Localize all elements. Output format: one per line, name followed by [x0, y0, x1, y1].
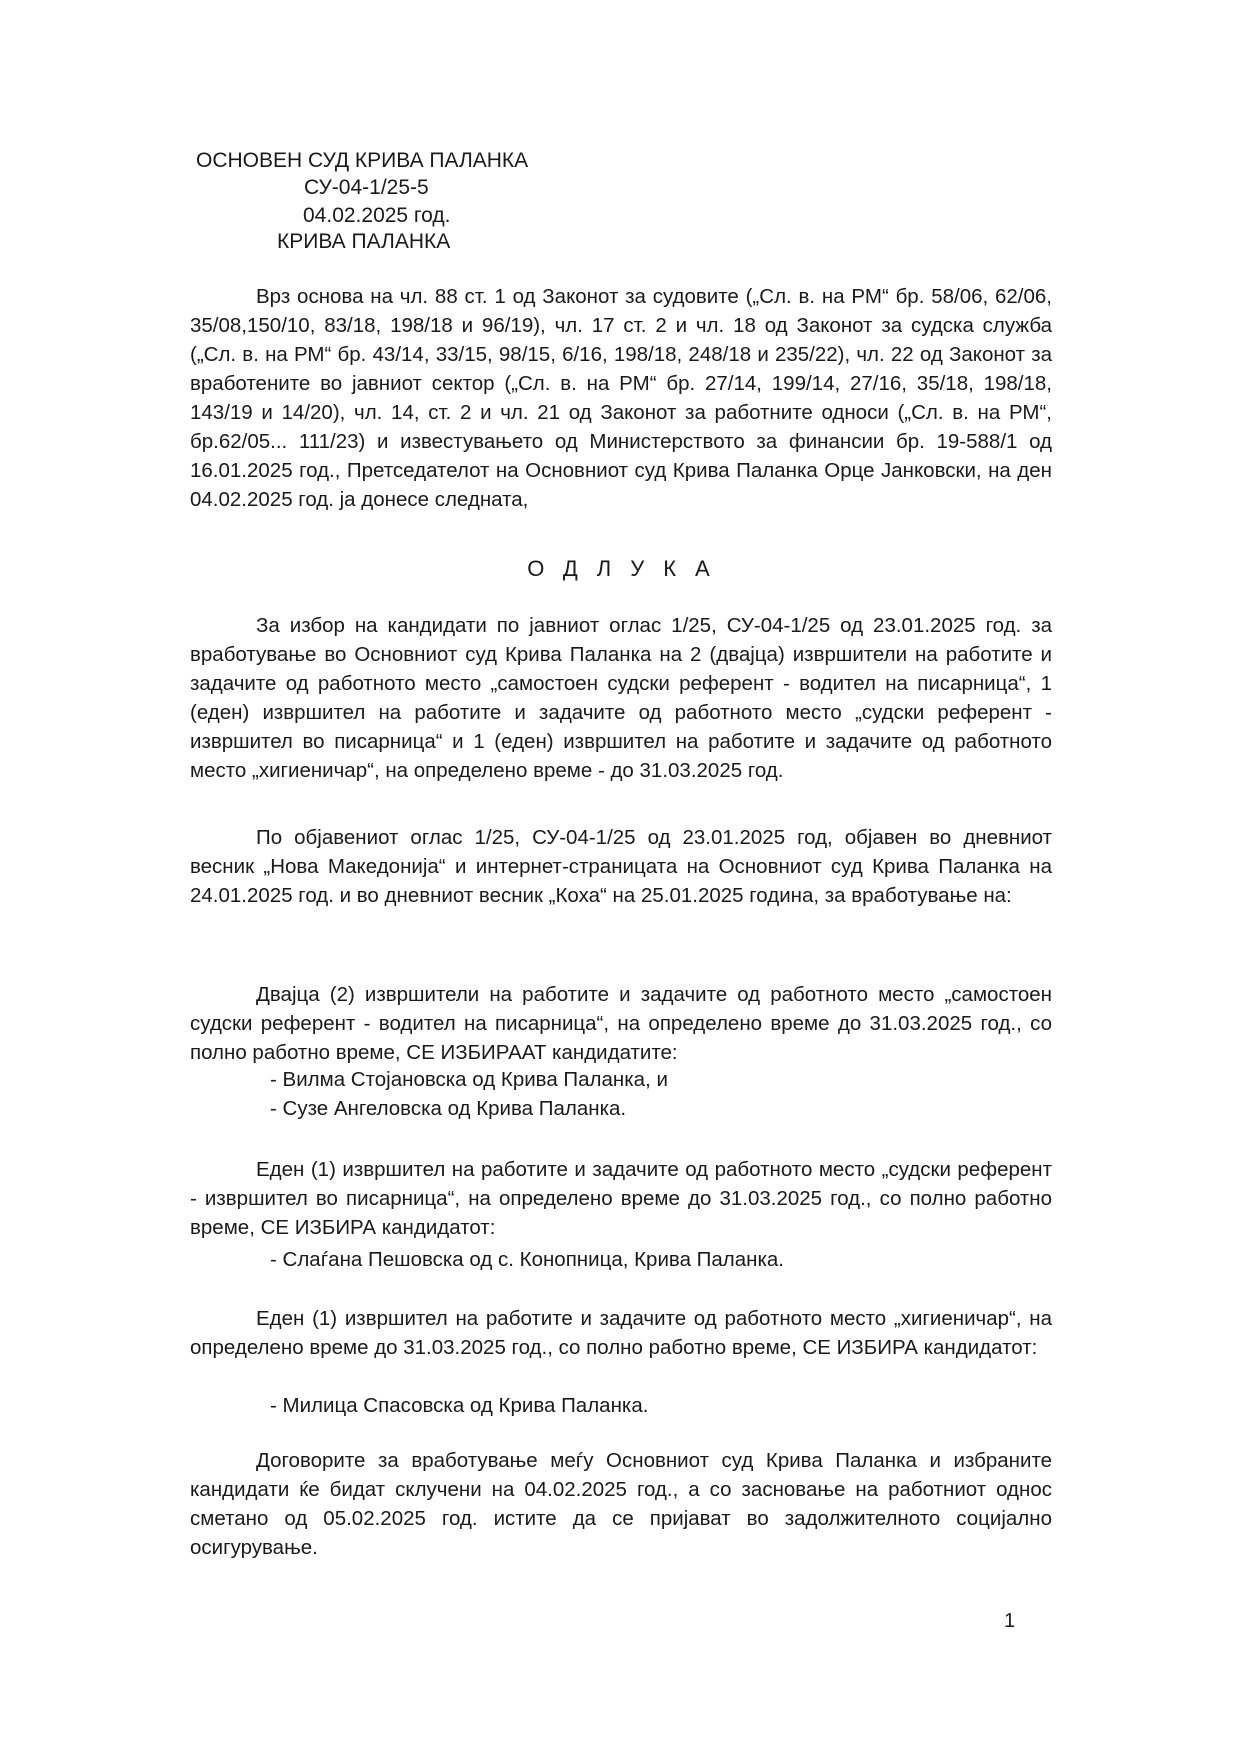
section-2-paragraph: Еден (1) извршител на работите и задачите од работното место „судски референт - извршител во писарница“, на определено време до 31.03.2025 год., со полно работно време, СЕ ИЗБИРА кандидатот: — [190, 1158, 1052, 1239]
decision-title: ОДЛУКА — [527, 556, 729, 581]
intro-paragraph: Врз основа на чл. 88 ст. 1 од Законот за судовите („Сл. в. на РМ“ бр. 58/06, 62/06, 35/08,150/10, 83/18, 198/18 и 96/19), чл. 17 ст. 2 и чл. 18 од Законот за судска служба („Сл. в. на РМ“ бр. 43/14, 33/15, 98/15, 6/16, 198/18, 248/18 и 235/22), чл. 22 од Законот за вработените во јавниот сектор („Сл. в. на РМ“ бр. 27/14, 199/14, 27/16, 35/18, 198/18, 143/19 и 14/20), чл. 14, ст. 2 и чл. 21 од Законот за работните односи („Сл. в. на РМ“, бр.62/05... 111/23) и известувањето од Министерството за финансии бр. 19-588/1 од 16.01.2025 год., Претседателот на Основниот суд Крива Паланка Орце Јанковски, на ден 04.02.2025 год. ја донесе следната, — [190, 285, 1052, 511]
contracts-paragraph: Договорите за вработување меѓу Основниот суд Крива Паланка и избраните кандидати ќе бидат склучени на 04.02.2025 год., а со засновање на работниот однос сметано од 05.02.2025 год. истите да се пријават во задолжителното социјално осигурување. — [190, 1449, 1052, 1559]
section-3-paragraph: Еден (1) извршител на работите и задачите од работното место „хигиеничар“, на определено време до 31.03.2025 год., со полно работно време, СЕ ИЗБИРА кандидатот: — [190, 1307, 1052, 1359]
page-number: 1 — [1004, 1610, 1016, 1632]
section-1-paragraph: Двајца (2) извршители на работите и задачите од работното место „самостоен судски референт - водител на писарница“, на определено време до 31.03.2025 год., со полно работно време, СЕ ИЗБИРААТ кандидатите: — [190, 983, 1052, 1064]
court-name: ОСНОВЕН СУД КРИВА ПАЛАНКА — [196, 149, 529, 172]
candidate-item: - Милица Спасовска од Крива Паланка. — [270, 1394, 649, 1417]
selection-paragraph: За избор на кандидати по јавниот оглас 1/25, СУ-04-1/25 од 23.01.2025 год. за вработување во Основниот суд Крива Паланка на 2 (двајца) извршители на работите и задачите од работното место „самостоен судски референт - водител на писарница“, 1 (еден) извршител на работите и задачите од работното место „судски референт - извршител во писарница“ и 1 (еден) извршител на работите и задачите од работното место „хигиеничар“, на определено време - до 31.03.2025 год. — [190, 614, 1052, 782]
case-number: СУ-04-1/25-5 — [304, 176, 429, 199]
candidate-item: - Слаѓана Пешовска од с. Конопница, Крива Паланка. — [270, 1248, 785, 1271]
announcement-paragraph: По објавениот оглас 1/25, СУ-04-1/25 од 23.01.2025 год, објавен во дневниот весник „Нова Македонија“ и интернет-страницата на Основниот суд Крива Паланка на 24.01.2025 год. и во дневниот весник „Коха“ на 25.01.2025 година, за вработување на: — [190, 826, 1052, 907]
document-date: 04.02.2025 год. — [303, 204, 451, 227]
candidate-item: - Сузе Ангеловска од Крива Паланка. — [270, 1097, 627, 1120]
candidate-item: - Вилма Стојановска од Крива Паланка, и — [270, 1068, 668, 1091]
court-city: КРИВА ПАЛАНКА — [277, 230, 451, 253]
